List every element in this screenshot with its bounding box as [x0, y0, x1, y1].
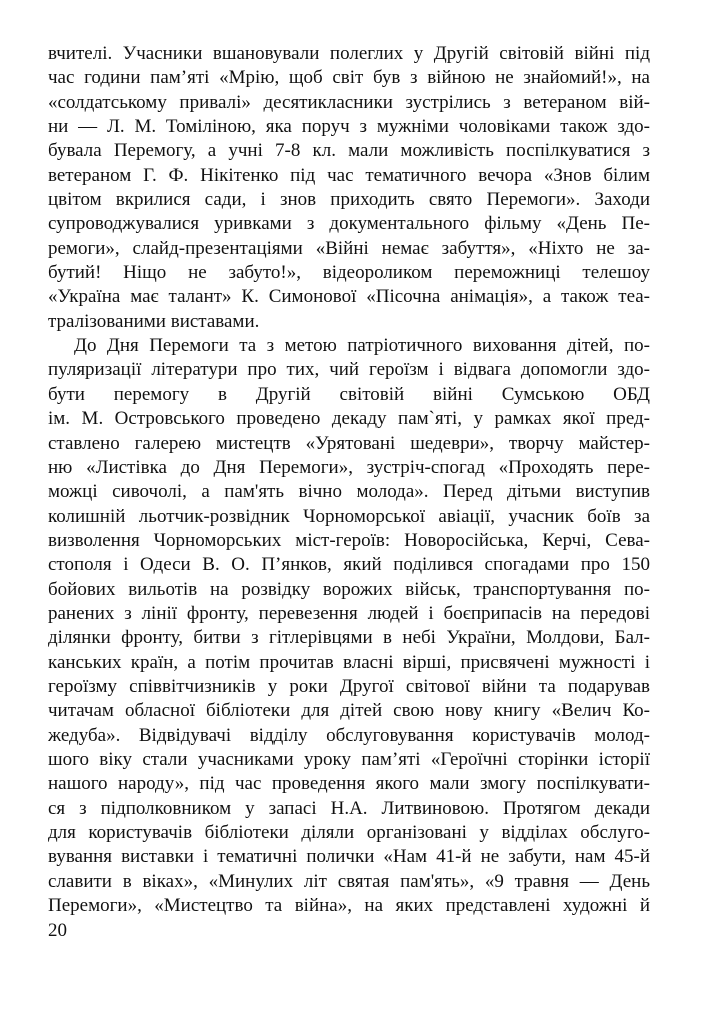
text-line: час години пам’яті «Мрію, щоб світ був з війною не знайомий!», на — [48, 67, 650, 89]
paragraph-2 — [48, 334, 650, 918]
text-line: До Дня Перемоги та з метою патріотичного виховання дітей, по- — [74, 335, 650, 357]
document-body — [48, 42, 650, 918]
text-line: цвітом вкрилися сади, і знов приходить свято Перемоги». Заходи — [48, 189, 650, 211]
text-line: бутий! Ніщо не забуто!», відеороликом переможниці телешоу — [48, 262, 650, 284]
text-line: канських країн, а потім прочитав власні вірші, присвячені мужності і — [48, 651, 650, 673]
text-line: ставлено галерею мистецтв «Урятовані шедеври», творчу майстер- — [48, 432, 650, 454]
text-line: читачам обласної бібліотеки для дітей свою нову книгу «Велич Ко- — [48, 700, 650, 722]
text-line: ни — Л. М. Томіліною, яка поруч з мужніми чоловіками також здо- — [48, 116, 650, 138]
text-line: ділянки фронту, битви з гітлерівцями в небі України, Молдови, Бал- — [48, 627, 650, 649]
text-line: пуляризації літератури про тих, чий героїзм і відвага допомогли здо- — [48, 359, 650, 381]
text-line: «солдатському привалі» десятикласники зустрілись з ветераном вій- — [48, 91, 650, 113]
text-line: для користувачів бібліотеки діляли організовані у відділах обслуго- — [48, 822, 650, 843]
text-line: визволення Чорноморських міст-героїв: Новоросійська, Керчі, Сева- — [48, 529, 650, 551]
page-number: 20 — [48, 920, 67, 941]
text-line: ся з підполковником у запасі Н.А. Литвиновою. Протягом декади — [48, 797, 650, 819]
text-line: вчителі. Учасники вшановували полеглих у Другій світовій війні під — [48, 43, 650, 64]
text-line: стополя і Одеси В. О. П’янков, який поділився спогадами про 150 — [48, 554, 650, 576]
text-line: ім. М. Островського проведено декаду пам`яті, у рамках якої пред- — [48, 408, 650, 430]
text-line: бойових вильотів на розвідку ворожих військ, транспортування по- — [48, 578, 650, 600]
text-line: жедуба». Відвідувачі відділу обслуговування користувачів молод- — [48, 724, 650, 746]
text-line: героїзму співвітчизників у роки Другої світової війни та подарував — [48, 675, 650, 697]
text-line: славити в віках», «Минулих літ святая пам'ять», «9 травня — День — [48, 870, 650, 892]
text-line: бувала Перемогу, а учні 7-8 кл. мали можливість поспілкуватися з — [48, 140, 650, 162]
text-line: супроводжувалися уривками з документального фільму «День Пе- — [48, 213, 650, 235]
text-line: шого віку стали учасниками уроку пам’яті «Героїчні сторінки історії — [48, 748, 650, 770]
paragraph-1 — [48, 42, 650, 334]
text-line: ветераном Г. Ф. Нікітенко під час тематичного вечора «Знов білим — [48, 164, 650, 186]
text-line: колишній льотчик-розвідник Чорноморської авіації, учасник боїв за — [48, 505, 650, 527]
text-line: вування виставки і тематичні полички «Нам 41-й не забути, нам 45-й — [48, 846, 650, 868]
text-line: ранених з лінії фронту, перевезення людей і боєприпасів на передові — [48, 602, 650, 624]
text-line: тралізованими виставами. — [48, 310, 260, 332]
text-line: «Україна має талант» К. Симонової «Пісочна анімація», а також теа- — [48, 286, 650, 308]
text-line: нашого народу», під час проведення якого мали змогу поспілкувати- — [48, 773, 650, 795]
text-line: бути перемогу в Другій світовій війні Сумською ОБД — [48, 383, 650, 405]
text-line: Перемоги», «Мистецтво та війна», на яких представлені художні й — [48, 895, 650, 917]
text-line: ремоги», слайд-презентаціями «Війні немає забуття», «Ніхто не за- — [48, 237, 650, 259]
text-line: можці сивочолі, а пам'ять вічно молода». Перед дітьми виступив — [48, 481, 650, 503]
text-line: ню «Листівка до Дня Перемоги», зустріч-спогад «Проходять пере- — [48, 456, 650, 478]
